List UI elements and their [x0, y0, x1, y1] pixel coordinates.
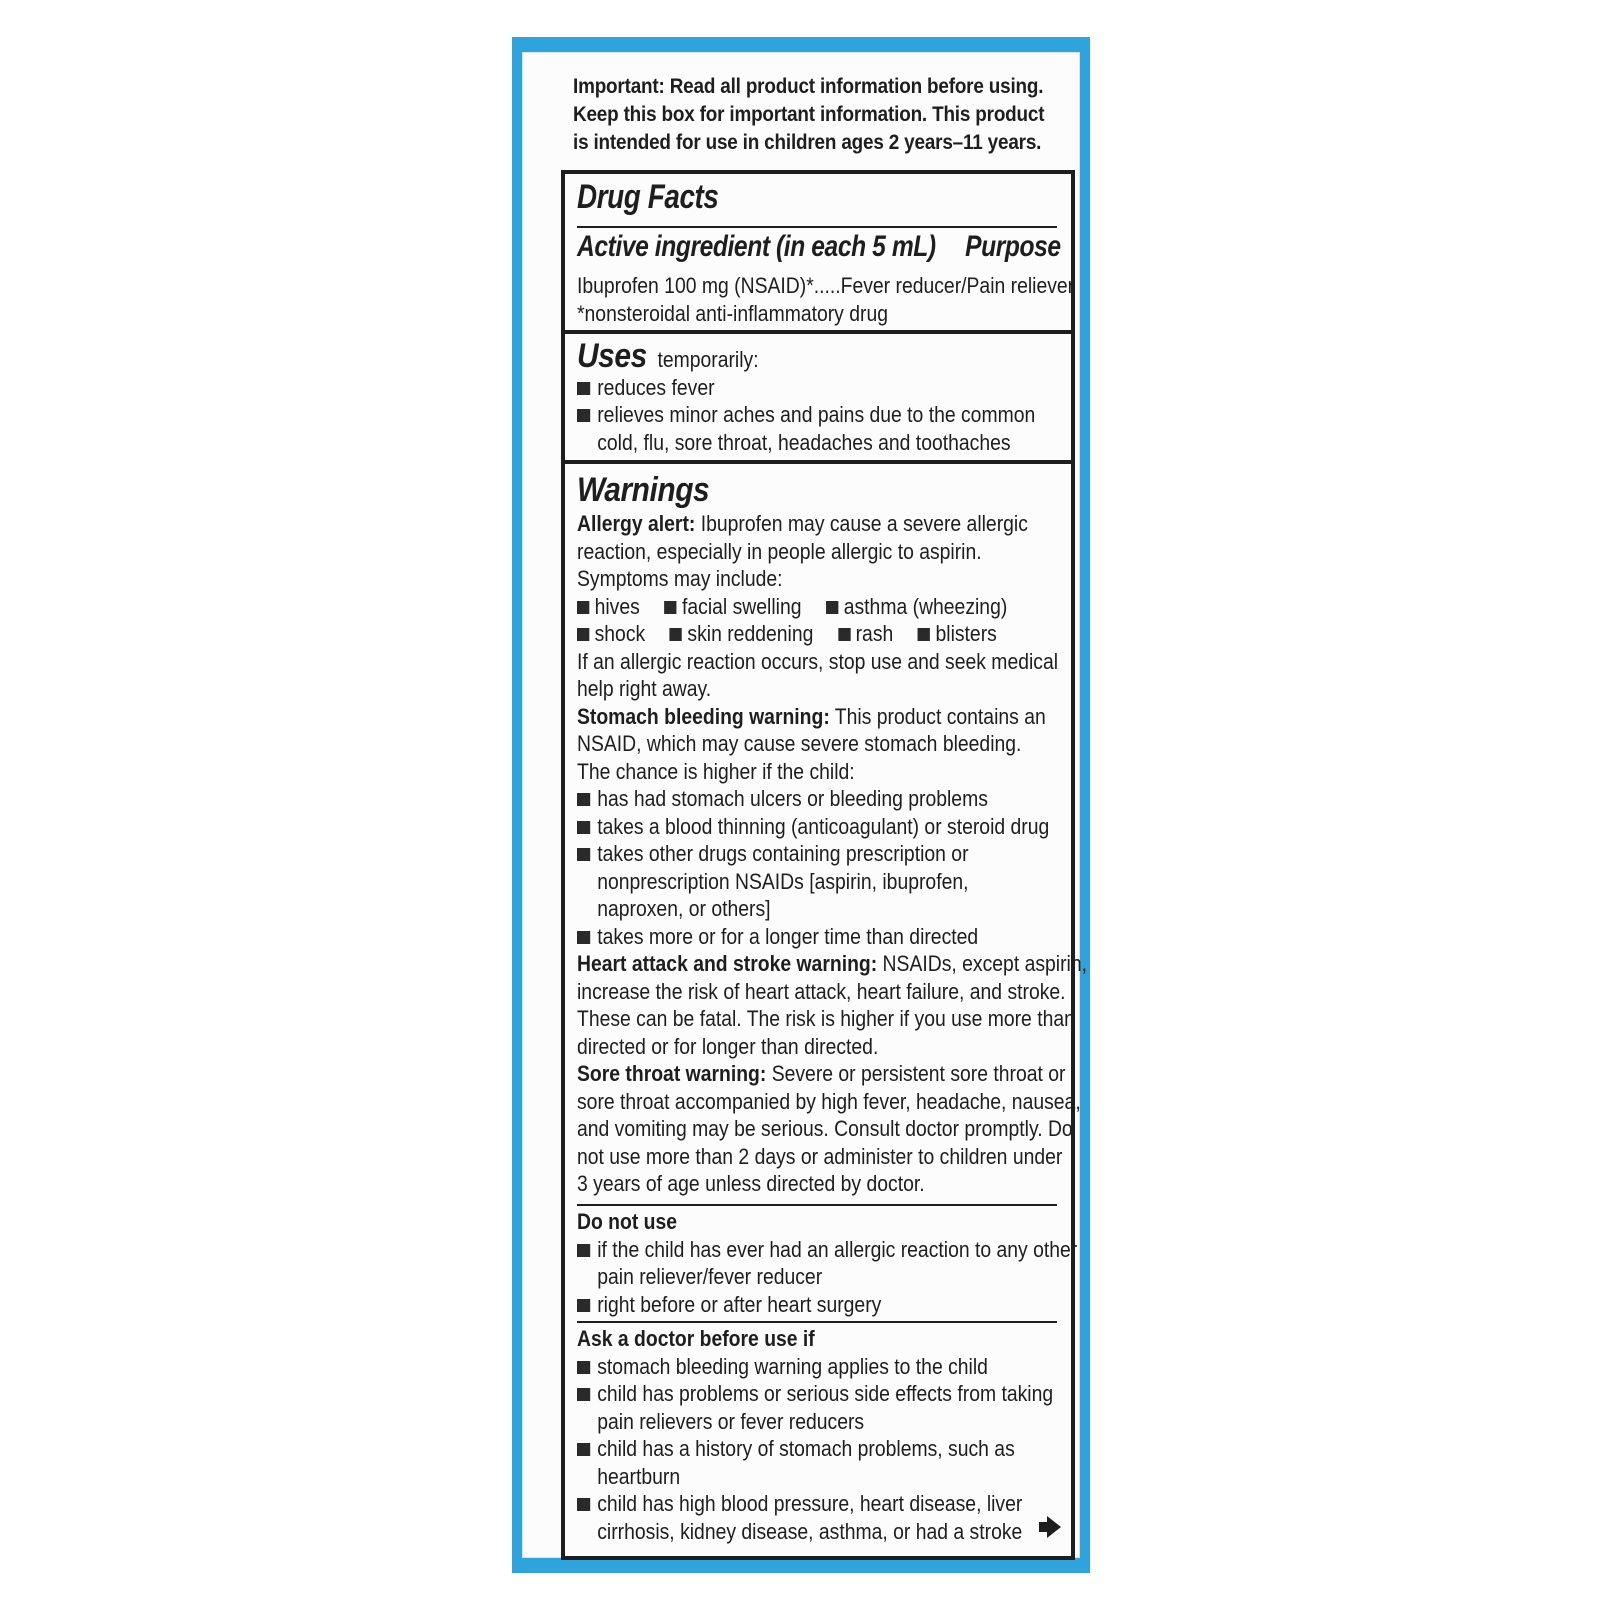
do-not-use-section	[577, 1208, 1078, 1318]
do-not-use-heading: Do not use	[577, 1209, 678, 1234]
bullet-square-icon	[918, 628, 930, 641]
text-line: The chance is higher if the child:	[577, 758, 855, 784]
list-item: has had stomach ulcers or bleeding problems	[577, 785, 1035, 813]
bullet-square-icon	[577, 931, 590, 944]
carton-panel	[512, 37, 1090, 1573]
ask-doctor-section	[577, 1325, 1054, 1545]
symptom-item: blisters	[918, 620, 997, 648]
list-item: reduces fever	[577, 374, 1035, 402]
warnings-section	[577, 470, 1088, 1198]
symptom-item: asthma (wheezing)	[826, 593, 1007, 621]
bullet-square-icon	[577, 821, 590, 834]
uses-heading: Uses	[577, 337, 647, 375]
list-item: child has high blood pressure, heart disease, liver cirrhosis, kidney disease, asthma, or had a stroke	[577, 1490, 1035, 1545]
uses-section	[577, 339, 1035, 456]
bullet-square-icon	[577, 1388, 590, 1401]
heart-attack-warning: Heart attack and stroke warning: NSAIDs, except aspirin,	[577, 951, 1088, 976]
text-line: sore throat accompanied by high fever, headache, nausea,	[577, 1088, 1081, 1114]
list-item: relieves minor aches and pains due to the common cold, flu, sore throat, headaches and toothaches	[577, 401, 1035, 456]
important-notice	[573, 73, 1045, 157]
warnings-heading: Warnings	[577, 471, 710, 509]
bullet-square-icon	[577, 1299, 590, 1312]
text-line: NSAID, which may cause severe stomach bleeding.	[577, 731, 1022, 756]
symptom-item: facial swelling	[664, 593, 801, 621]
symptom-item: shock	[577, 620, 645, 648]
ask-doctor-heading: Ask a doctor before use if	[577, 1326, 815, 1351]
symptom-row	[577, 593, 1035, 621]
ingredient-line: Ibuprofen 100 mg (NSAID)*.....Fever reducer/Pain reliever	[577, 273, 1075, 298]
drug-facts-box	[561, 170, 1088, 1560]
bullet-square-icon	[577, 793, 590, 806]
arrow-right-icon	[1047, 1516, 1061, 1538]
purpose-heading: Purpose	[965, 230, 1061, 263]
ingredient-footnote: *nonsteroidal anti-inflammatory drug	[577, 300, 888, 326]
notice-line-3: is intended for use in children ages 2 years–11 years.	[573, 131, 1042, 154]
text-line: Symptoms may include:	[577, 566, 783, 591]
subsection-divider	[577, 1321, 1057, 1323]
bullet-square-icon	[577, 1443, 590, 1456]
bullet-square-icon	[577, 601, 589, 614]
bullet-square-icon	[670, 628, 682, 641]
active-ingredient-header-row	[577, 230, 1061, 264]
symptom-item: rash	[838, 620, 893, 648]
text-line: 3 years of age unless directed by doctor.	[577, 1171, 925, 1196]
bullet-square-icon	[577, 628, 589, 641]
bullet-square-icon	[826, 601, 838, 614]
symptom-item: hives	[577, 593, 640, 621]
list-item: stomach bleeding warning applies to the child	[577, 1353, 1035, 1381]
bullet-square-icon	[577, 848, 590, 861]
title-divider	[577, 226, 1057, 228]
text-line: not use more than 2 days or administer to children under	[577, 1143, 1063, 1169]
sore-throat-warning: Sore throat warning: Severe or persistent sore throat or	[577, 1061, 1066, 1086]
list-item: if the child has ever had an allergic reaction to any other pain reliever/fever reducer	[577, 1236, 1035, 1291]
text-line: These can be fatal. The risk is higher if you use more than	[577, 1006, 1075, 1031]
bullet-square-icon	[577, 1498, 590, 1511]
bullet-square-icon	[577, 1361, 590, 1374]
active-ingredient-heading: Active ingredient (in each 5 mL)	[577, 230, 936, 263]
bullet-square-icon	[664, 601, 676, 614]
list-item: takes other drugs containing prescription or nonprescription NSAIDs [aspirin, ibuprofen, naproxen, or others]	[577, 840, 1035, 923]
bullet-square-icon	[838, 628, 850, 641]
list-item: child has problems or serious side effects from taking pain relievers or fever reducers	[577, 1380, 1035, 1435]
bullet-square-icon	[577, 409, 590, 422]
text-line: increase the risk of heart attack, heart failure, and stroke.	[577, 978, 1066, 1004]
list-item: takes more or for a longer time than directed	[577, 923, 1035, 951]
symptom-item: skin reddening	[670, 620, 814, 648]
list-item: takes a blood thinning (anticoagulant) or steroid drug	[577, 813, 1035, 841]
notice-line-2: Keep this box for important information. This product	[573, 103, 1045, 126]
drug-facts-title: Drug Facts	[577, 178, 719, 216]
bullet-square-icon	[577, 382, 590, 395]
label-panel	[523, 53, 1088, 1557]
subsection-divider	[577, 1204, 1057, 1206]
text-line: reaction, especially in people allergic to aspirin.	[577, 538, 982, 564]
allergy-alert: Allergy alert: Ibuprofen may cause a severe allergic	[577, 511, 1028, 536]
uses-intro: temporarily:	[657, 347, 759, 372]
list-item: child has a history of stomach problems, such as heartburn	[577, 1435, 1035, 1490]
section-divider	[565, 460, 1071, 464]
ingredient-block	[577, 272, 1075, 327]
text-line: directed or for longer than directed.	[577, 1033, 879, 1059]
text-line: If an allergic reaction occurs, stop use and seek medical	[577, 648, 1059, 674]
text-line: and vomiting may be serious. Consult doctor promptly. Do	[577, 1116, 1073, 1141]
list-item: right before or after heart surgery	[577, 1291, 1035, 1319]
symptom-row	[577, 620, 1035, 648]
bullet-square-icon	[577, 1244, 590, 1257]
text-line: help right away.	[577, 676, 712, 701]
notice-line-1: Important: Read all product information before using.	[573, 75, 1044, 98]
stomach-bleeding-warning: Stomach bleeding warning: This product contains an	[577, 703, 1046, 729]
section-divider	[565, 330, 1071, 334]
